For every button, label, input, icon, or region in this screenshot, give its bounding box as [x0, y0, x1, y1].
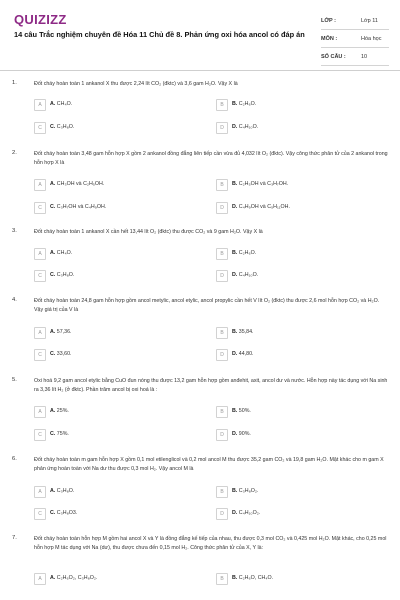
option-letter-box: C	[34, 349, 46, 361]
option-text: C₂H₆O.	[238, 250, 257, 256]
question-text: Đốt cháy hoàn toàn 1 ankanol X thu được 2,24 lít CO₂ (đktc) và 3,6 gam H₂O. Vậy X là	[34, 81, 238, 87]
option-b[interactable]	[216, 573, 376, 586]
option-letter-box: A	[34, 248, 46, 260]
option-text: C₄H₁₀O₂.	[238, 510, 261, 516]
option-letter-box: B	[216, 179, 228, 191]
option-label: D.	[232, 510, 238, 516]
option-content	[50, 328, 72, 336]
option-a[interactable]	[34, 327, 194, 340]
option-a[interactable]	[34, 486, 194, 499]
option-d[interactable]	[216, 122, 376, 135]
question-text: Đốt cháy hoàn toàn 24,8 gam hỗn hợp gồm ancol metylic, ancol etylic, ancol propylic cần hết V lít O₂ (đktc) thu được 2,6 mol hỗn hợp CO₂ và H₂O. Vậy giá trị của V là	[34, 298, 380, 313]
option-label: D.	[232, 431, 238, 437]
worksheet-title: 14 câu Trắc nghiệm chuyên đề Hóa 11 Chủ đề 8. Phản ứng oxi hóa ancol có đáp án	[14, 30, 305, 39]
option-a[interactable]	[34, 99, 194, 112]
option-text: CH₄O.	[56, 101, 73, 107]
option-text: C₂H₆O₂, C₃H₈O₂.	[56, 575, 98, 581]
option-text: C₃H₈O.	[56, 488, 75, 494]
option-label: D.	[232, 351, 238, 357]
option-content	[232, 574, 273, 582]
option-b[interactable]	[216, 179, 376, 192]
question-number: 1.	[12, 80, 17, 86]
option-content	[232, 328, 254, 336]
option-letter-box: A	[34, 486, 46, 498]
question-number: 5.	[12, 377, 17, 383]
option-text: C₂H₆O, CH₄O.	[238, 575, 274, 581]
option-letter-box: D	[216, 270, 228, 282]
option-label: A.	[50, 250, 56, 256]
option-text: C₃H₈O.	[56, 124, 75, 130]
meta-row-class	[321, 12, 389, 30]
option-letter-box: B	[216, 486, 228, 498]
option-letter-box: B	[216, 406, 228, 418]
option-text: C₃H₈O.	[56, 272, 75, 278]
option-a[interactable]	[34, 179, 194, 192]
option-content	[50, 350, 72, 358]
meta-label: MÔN :	[321, 35, 338, 42]
option-letter-box: D	[216, 349, 228, 361]
option-letter-box: D	[216, 122, 228, 134]
option-label: D.	[232, 272, 238, 278]
option-letter-box: D	[216, 429, 228, 441]
option-text: C₃H₈O3.	[56, 510, 78, 516]
meta-value: 10	[361, 53, 368, 60]
option-letter-box: A	[34, 179, 46, 191]
option-label: A.	[50, 488, 56, 494]
option-label: B.	[232, 181, 238, 187]
option-text: C₄H₉OH và C₅H₁₁OH.	[238, 204, 290, 210]
question-number: 4.	[12, 297, 17, 303]
option-text: 35,84.	[238, 329, 254, 335]
option-label: D.	[232, 204, 238, 210]
question-number: 6.	[12, 456, 17, 462]
option-c[interactable]	[34, 270, 194, 283]
meta-row-subject	[321, 30, 389, 48]
option-text: 75%.	[56, 431, 69, 437]
option-letter-box: C	[34, 508, 46, 520]
option-content	[232, 271, 258, 279]
option-c[interactable]	[34, 122, 194, 135]
option-text: 50%.	[238, 408, 251, 414]
option-content	[232, 487, 258, 495]
option-d[interactable]	[216, 429, 376, 442]
option-letter-box: B	[216, 99, 228, 111]
option-letter-box: C	[34, 429, 46, 441]
option-label: C.	[50, 272, 56, 278]
quizizz-logo: QUIZIZZ	[14, 12, 67, 27]
option-label: A.	[50, 101, 56, 107]
option-label: B.	[232, 575, 238, 581]
option-b[interactable]	[216, 248, 376, 261]
question-number: 3.	[12, 228, 17, 234]
option-content	[50, 249, 72, 257]
option-label: A.	[50, 408, 56, 414]
option-label: A.	[50, 329, 56, 335]
option-d[interactable]	[216, 349, 376, 362]
question-text: Đốt cháy hoàn toàn m gam hỗn hợp X gồm 0,1 mol etilenglicol và 0,2 mol ancol M thu được 35,2 gam CO₂ và 19,8 gam H₂O. Mặt khác cho m gam X phản ứng hoàn toàn với Na dư thu được 0,3 mol H₂. Vậy ancol M là	[34, 457, 384, 472]
option-content	[50, 430, 69, 438]
option-text: 44,80.	[238, 351, 254, 357]
option-text: 33,60.	[56, 351, 72, 357]
option-text: C₄H₁₀O.	[238, 272, 259, 278]
meta-label: LỚP :	[321, 17, 336, 24]
option-label: C.	[50, 431, 56, 437]
option-content	[232, 350, 254, 358]
option-content	[232, 180, 288, 188]
option-text: C₂H₆O.	[238, 101, 257, 107]
option-a[interactable]	[34, 573, 194, 586]
option-content	[50, 574, 97, 582]
option-b[interactable]	[216, 486, 376, 499]
option-text: C₂H₅OH và C₃H₇OH.	[238, 181, 289, 187]
option-letter-box: D	[216, 508, 228, 520]
option-content	[50, 509, 77, 517]
option-c[interactable]	[34, 202, 194, 215]
meta-value: Hóa học	[361, 35, 382, 42]
question-number: 2.	[12, 150, 17, 156]
option-b[interactable]	[216, 406, 376, 419]
meta-table	[321, 12, 389, 66]
option-b[interactable]	[216, 327, 376, 340]
option-text: CH₄O.	[56, 250, 73, 256]
option-text: CH₃OH và C₂H₅OH.	[56, 181, 105, 187]
option-content	[50, 407, 69, 415]
option-letter-box: D	[216, 202, 228, 214]
option-text: C₃H₈O₂.	[238, 488, 259, 494]
option-a[interactable]	[34, 406, 194, 419]
worksheet-header	[0, 0, 400, 71]
question-text: Đốt cháy hoàn toàn hỗn hợp M gồm hai ancol X và Y là đồng đẳng kế tiếp của nhau, thu được 0,3 mol CO₂ và 0,425 mol H₂O. Mặt khác, cho 0,25 mol hỗn hợp M tác dụng với Na (dư), thu được chưa đến 0,15 mol H₂. Công thức phân tử của X, Y là:	[34, 536, 387, 551]
option-content	[232, 100, 256, 108]
option-c[interactable]	[34, 429, 194, 442]
option-text: C₄H₁₀O.	[238, 124, 259, 130]
option-content	[232, 203, 290, 211]
option-content	[232, 509, 260, 517]
option-letter-box: A	[34, 327, 46, 339]
option-label: C.	[50, 351, 56, 357]
option-content	[50, 100, 72, 108]
option-letter-box: B	[216, 327, 228, 339]
option-b[interactable]	[216, 99, 376, 112]
meta-label: SỐ CÂU :	[321, 53, 346, 60]
question-text: Đốt cháy hoàn toàn 1 ankanol X cần hết 13,44 lít O₂ (đktc) thu được CO₂ và 9 gam H₂O. Vậy X là	[34, 229, 263, 235]
option-letter-box: B	[216, 573, 228, 585]
option-label: A.	[50, 181, 56, 187]
option-letter-box: C	[34, 122, 46, 134]
option-label: B.	[232, 101, 238, 107]
option-letter-box: C	[34, 202, 46, 214]
option-c[interactable]	[34, 508, 194, 521]
option-label: B.	[232, 329, 238, 335]
question-text: Đốt cháy hoàn toàn 3,48 gam hỗn hợp X gồm 2 ankanol đồng đẳng liên tiếp cần vừa đủ 4,032 lít O₂ (đktc). Vậy công thức phân tử của 2 ankanol trong hỗn hợp X là	[34, 151, 388, 166]
option-content	[50, 487, 74, 495]
option-content	[50, 271, 74, 279]
option-label: B.	[232, 488, 238, 494]
meta-value: Lớp 11	[361, 17, 378, 24]
option-letter-box: C	[34, 270, 46, 282]
option-content	[50, 123, 74, 131]
option-d[interactable]	[216, 202, 376, 215]
question-text: Oxi hoá 9,2 gam ancol etylic bằng CuO đun nóng thu được 13,2 gam hỗn hợp gồm anđehit, axit, ancol dư và nước. Hỗn hợp này tác dụng với Na sinh ra 3,36 lít H₂ (ở đktc). Phần trăm ancol bị oxi hoá là :	[34, 378, 388, 393]
option-d[interactable]	[216, 508, 376, 521]
option-c[interactable]	[34, 349, 194, 362]
option-a[interactable]	[34, 248, 194, 261]
option-text: 25%.	[56, 408, 69, 414]
option-text: C₃H₇OH và C₄H₉OH.	[56, 204, 107, 210]
option-content	[50, 180, 104, 188]
option-letter-box: A	[34, 573, 46, 585]
option-label: B.	[232, 408, 238, 414]
option-label: A.	[50, 575, 56, 581]
option-letter-box: A	[34, 99, 46, 111]
option-content	[232, 407, 251, 415]
option-label: C.	[50, 204, 56, 210]
option-text: 90%.	[238, 431, 251, 437]
option-label: D.	[232, 124, 238, 130]
question-number: 7.	[12, 535, 17, 541]
option-d[interactable]	[216, 270, 376, 283]
option-content	[232, 430, 251, 438]
option-content	[50, 203, 106, 211]
option-content	[232, 123, 258, 131]
option-text: 57,36.	[56, 329, 72, 335]
meta-row-count	[321, 48, 389, 66]
option-label: C.	[50, 510, 56, 516]
option-letter-box: B	[216, 248, 228, 260]
option-label: C.	[50, 124, 56, 130]
option-label: B.	[232, 250, 238, 256]
option-content	[232, 249, 256, 257]
option-letter-box: A	[34, 406, 46, 418]
